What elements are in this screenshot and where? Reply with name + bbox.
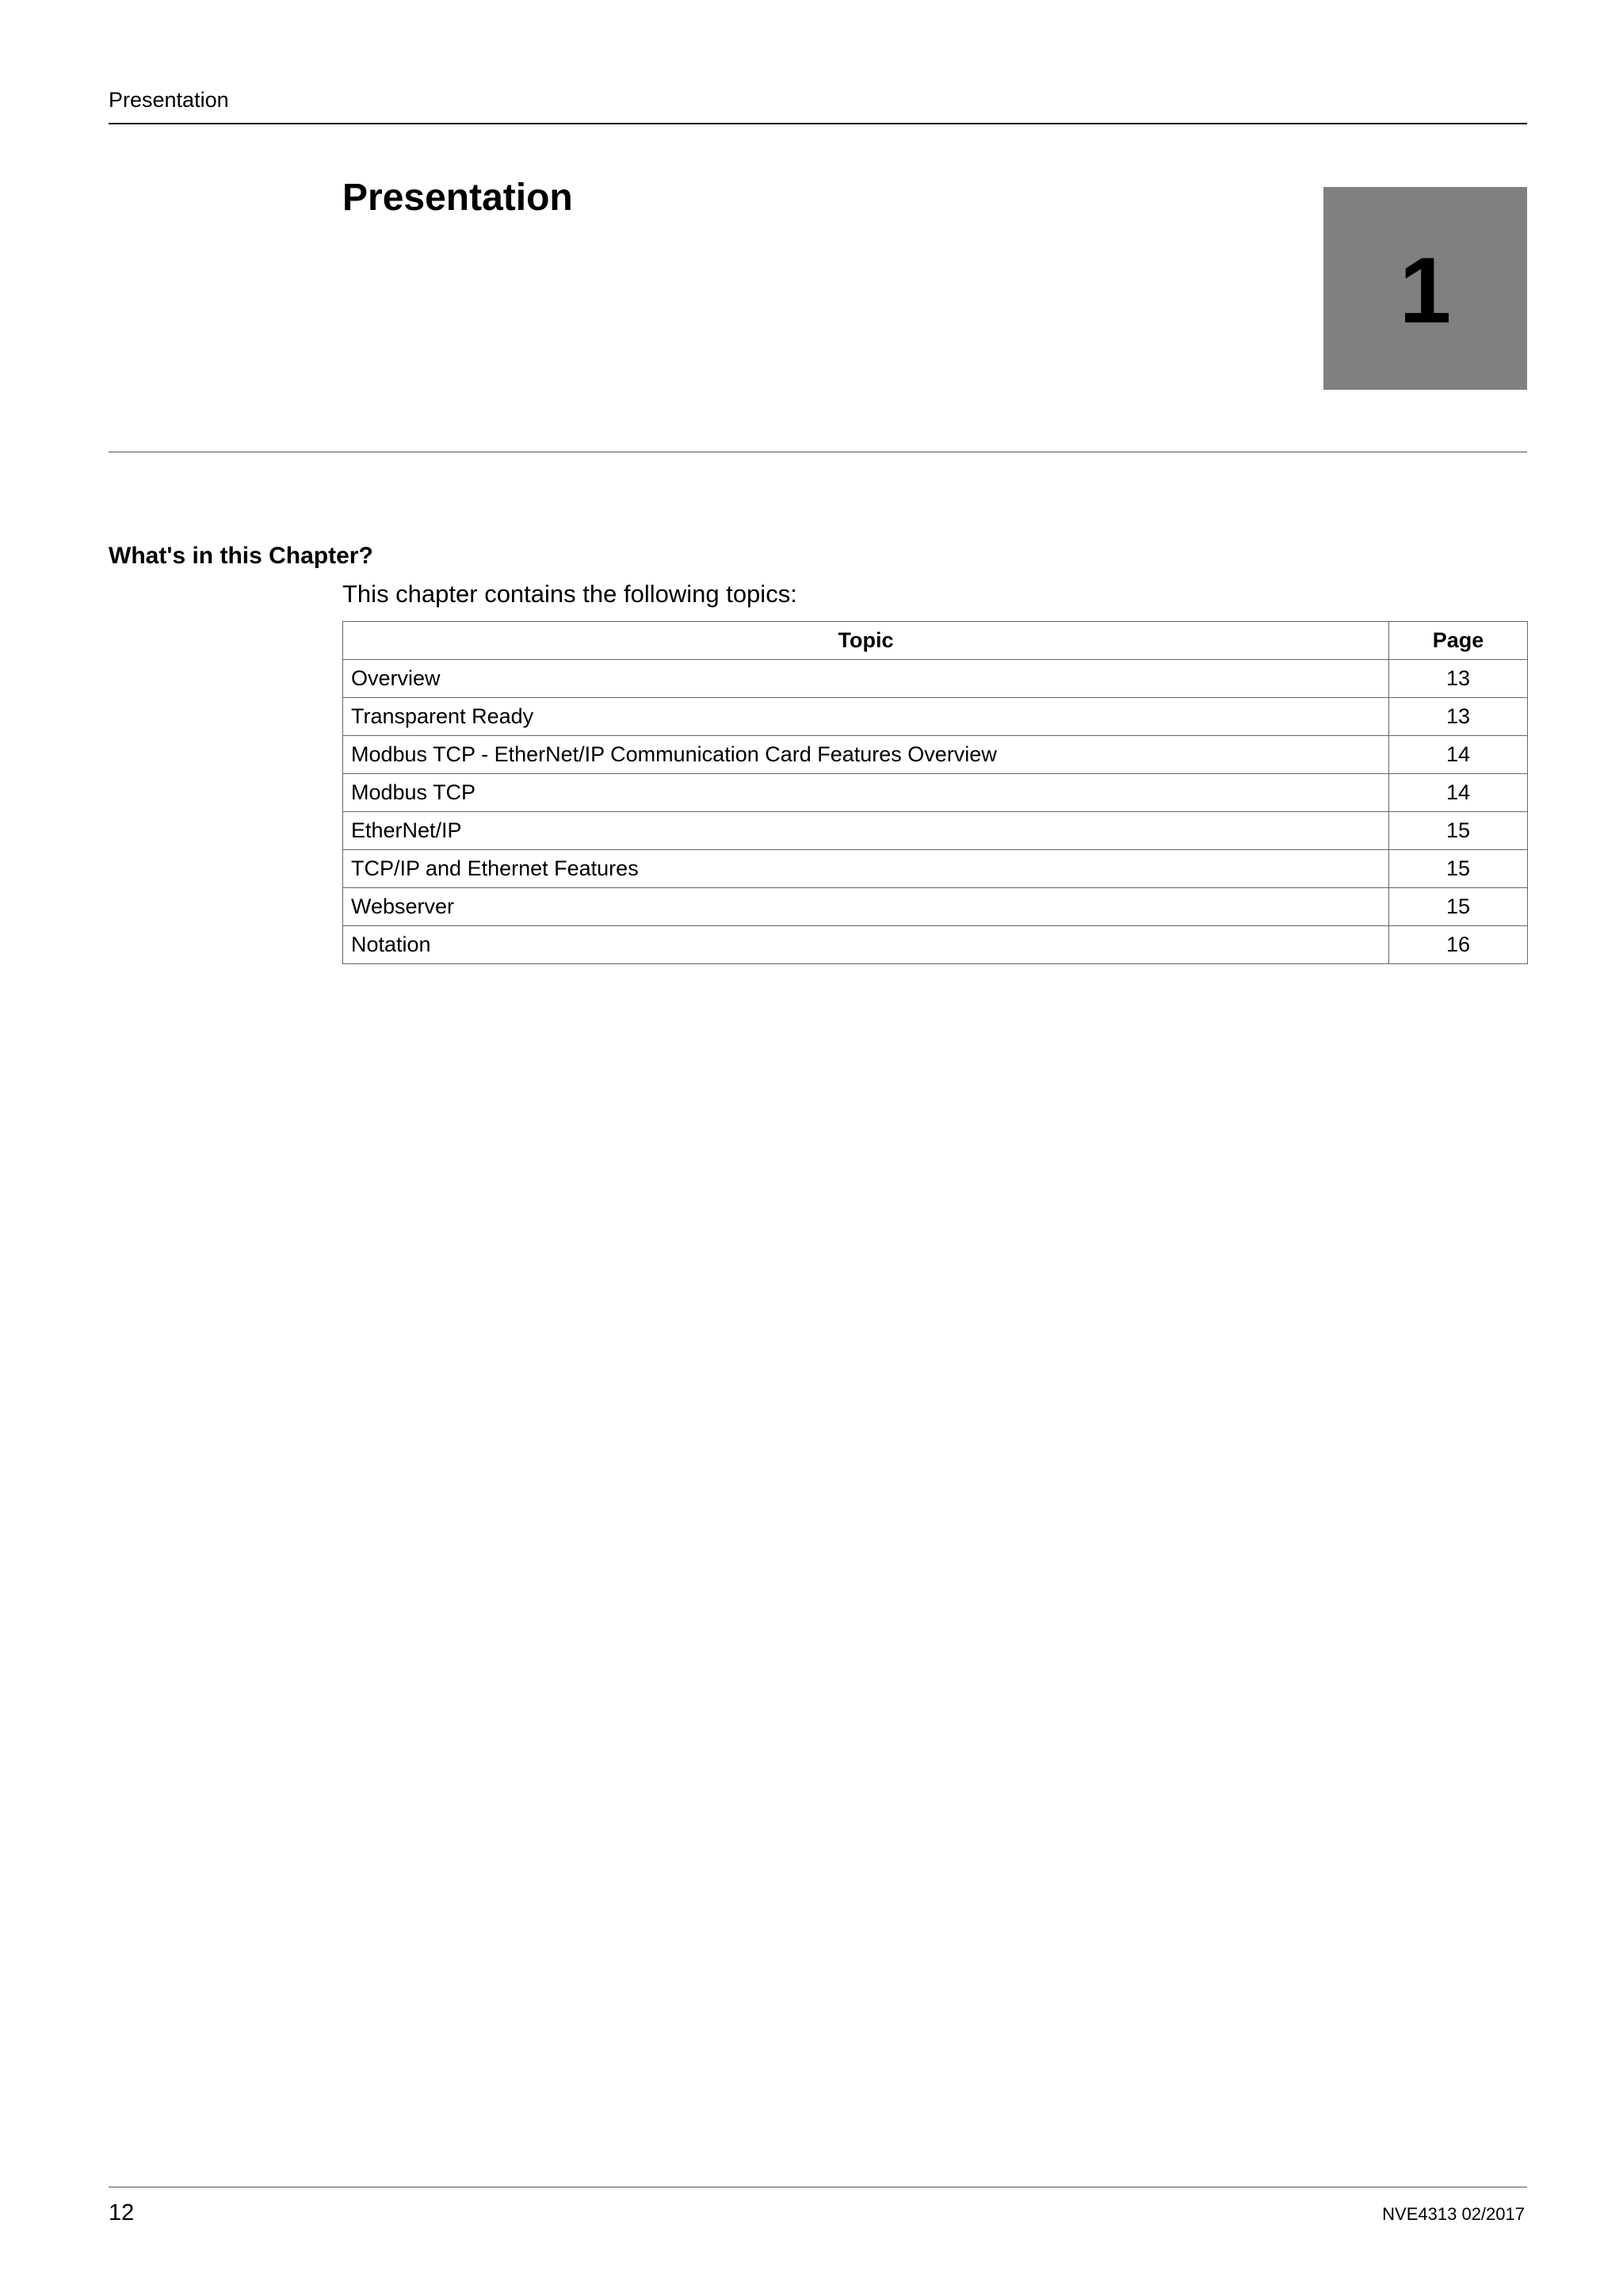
section-intro: This chapter contains the following topics: — [342, 580, 797, 608]
chapter-number-box — [1323, 187, 1527, 390]
topics-table — [342, 621, 1528, 964]
page-number-cell[interactable]: 14 — [1389, 774, 1528, 812]
topic-link[interactable]: Notation — [343, 926, 1389, 964]
column-header-page: Page — [1389, 622, 1528, 660]
page-number-cell[interactable]: 15 — [1389, 888, 1528, 926]
column-header-topic: Topic — [343, 622, 1389, 660]
chapter-title: Presentation — [342, 177, 573, 219]
topic-link[interactable]: Webserver — [343, 888, 1389, 926]
table-header-row — [343, 622, 1528, 660]
table-row[interactable] — [343, 698, 1528, 736]
page-number: 12 — [109, 2200, 135, 2225]
page-number-cell[interactable]: 15 — [1389, 850, 1528, 888]
topic-link[interactable]: Transparent Ready — [343, 698, 1389, 736]
topic-link[interactable]: TCP/IP and Ethernet Features — [343, 850, 1389, 888]
table-row[interactable] — [343, 660, 1528, 698]
header-divider — [109, 123, 1527, 124]
page-number-cell[interactable]: 13 — [1389, 660, 1528, 698]
section-heading: What's in this Chapter? — [109, 543, 373, 569]
table-row[interactable] — [343, 850, 1528, 888]
table-row[interactable] — [343, 926, 1528, 964]
chapter-number: 1 — [1399, 238, 1452, 343]
table-row[interactable] — [343, 736, 1528, 774]
table-row[interactable] — [343, 888, 1528, 926]
page-number-cell[interactable]: 16 — [1389, 926, 1528, 964]
document-reference: NVE4313 02/2017 — [1382, 2204, 1525, 2224]
page-number-cell[interactable]: 14 — [1389, 736, 1528, 774]
running-header: Presentation — [109, 88, 229, 112]
topic-link[interactable]: Modbus TCP — [343, 774, 1389, 812]
table-row[interactable] — [343, 774, 1528, 812]
topic-link[interactable]: EtherNet/IP — [343, 812, 1389, 850]
page-number-cell[interactable]: 15 — [1389, 812, 1528, 850]
page-number-cell[interactable]: 13 — [1389, 698, 1528, 736]
table-row[interactable] — [343, 812, 1528, 850]
topic-link[interactable]: Overview — [343, 660, 1389, 698]
topic-link[interactable]: Modbus TCP - EtherNet/IP Communication Card Features Overview — [343, 736, 1389, 774]
